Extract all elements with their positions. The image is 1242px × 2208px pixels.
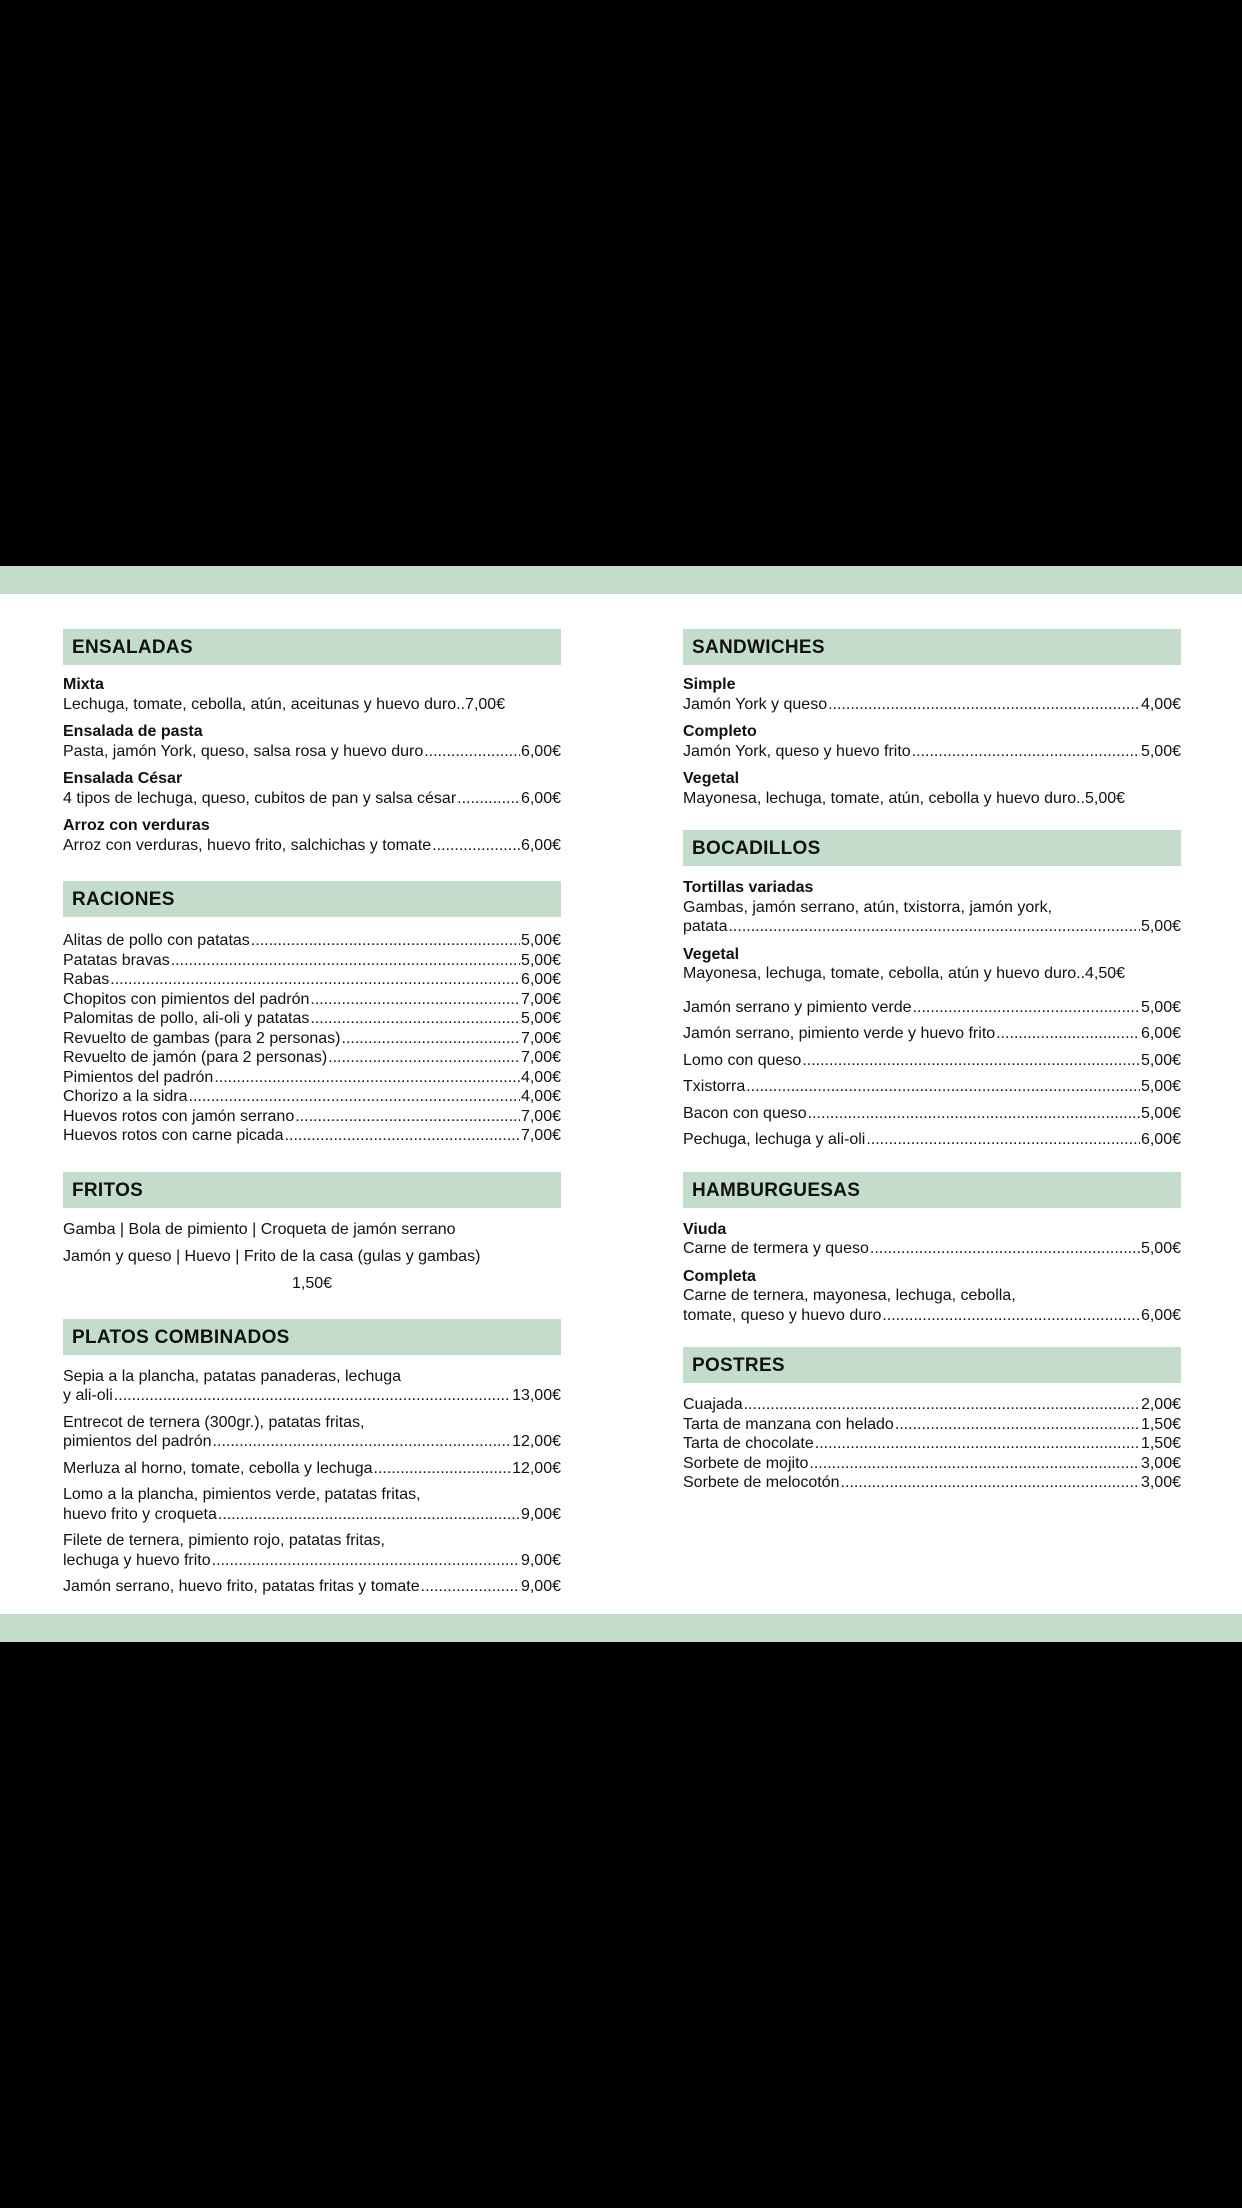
section-platos-combinados [63, 1319, 561, 1597]
item-desc: Sorbete de mojito [683, 1454, 809, 1472]
item-desc-line: Gambas, jamón serrano, atún, txistorra, jamón york, [683, 898, 1053, 916]
item-desc: Chopitos con pimientos del padrón [63, 990, 310, 1008]
dot-leader [802, 1051, 1140, 1071]
dot-leader [171, 951, 520, 971]
left-column [63, 629, 561, 1619]
item-price: 4,50€ [1085, 965, 1126, 982]
item-desc: Pimientos del padrón [63, 1068, 214, 1086]
item-price: 7,00€ [520, 1127, 561, 1144]
item-price: 6,00€ [520, 742, 561, 760]
menu-item [63, 1367, 561, 1406]
item-price: 7,00€ [520, 990, 561, 1008]
dot-leader [996, 1024, 1140, 1044]
dot-leader [251, 931, 520, 951]
item-desc: huevo frito y croqueta [63, 1505, 217, 1523]
section-bocadillos [683, 830, 1181, 1150]
item-price: 1,50€ [1140, 1415, 1181, 1433]
section-title: PLATOS COMBINADOS [63, 1319, 561, 1355]
item-price: 5,00€ [520, 951, 561, 969]
dot-leader [214, 1068, 520, 1088]
menu-item [683, 1077, 1181, 1097]
item-desc: Txistorra [683, 1078, 746, 1095]
menu-item [63, 1459, 561, 1479]
menu-item [683, 1434, 1181, 1454]
section-title: RACIONES [63, 881, 561, 917]
item-desc: Mayonesa, lechuga, tomate, atún, cebolla y huevo duro.. [683, 789, 1086, 807]
dot-leader [342, 1029, 520, 1049]
dot-leader [457, 789, 520, 809]
section-postres [683, 1347, 1181, 1493]
dot-leader [746, 1077, 1140, 1097]
dot-leader [295, 1107, 520, 1127]
item-name: Vegetal [683, 770, 740, 787]
menu-item [683, 1454, 1181, 1474]
item-desc: Jamón serrano, pimiento verde y huevo frito [683, 1025, 996, 1042]
menu-item [683, 1267, 1181, 1326]
item-price: 9,00€ [520, 1578, 561, 1595]
item-price: 7,00€ [520, 1029, 561, 1047]
menu-item [63, 970, 561, 990]
dot-leader [310, 1009, 520, 1029]
item-desc: Merluza al horno, tomate, cebolla y lechuga [63, 1459, 373, 1477]
dot-leader [110, 970, 520, 990]
menu-item [683, 878, 1181, 937]
dot-leader [882, 1306, 1140, 1326]
dot-leader [432, 836, 520, 856]
section-title: ENSALADAS [63, 629, 561, 665]
menu-item [683, 722, 1181, 761]
menu-item [63, 769, 561, 808]
menu-item [683, 1220, 1181, 1259]
item-desc: Jamón serrano, huevo frito, patatas fritas y tomate [63, 1578, 420, 1595]
item-desc: Revuelto de jamón (para 2 personas) [63, 1049, 328, 1066]
section-ensaladas [63, 629, 561, 855]
item-name: Mixta [63, 676, 104, 693]
item-price: 12,00€ [512, 1459, 561, 1477]
item-name: Simple [683, 676, 736, 693]
item-price: 7,00€ [520, 1049, 561, 1066]
item-price: 5,00€ [1140, 1078, 1181, 1095]
right-column [683, 629, 1181, 1515]
item-price: 2,00€ [1140, 1396, 1181, 1413]
dot-leader [728, 917, 1139, 937]
menu-item [63, 951, 561, 971]
dot-leader [212, 1551, 520, 1571]
menu-item [63, 1048, 561, 1068]
menu-item [63, 1413, 561, 1452]
dot-leader [374, 1459, 512, 1479]
dot-leader [285, 1126, 520, 1146]
item-price: 5,00€ [1140, 1104, 1181, 1122]
menu-item [63, 1107, 561, 1127]
menu-item [63, 1087, 561, 1107]
menu-item [63, 1485, 561, 1524]
menu-item [683, 945, 1181, 984]
dot-leader [213, 1432, 512, 1452]
item-name: Arroz con verduras [63, 817, 210, 834]
dot-leader [841, 1473, 1140, 1493]
menu-item [683, 1473, 1181, 1493]
item-price: 3,00€ [1140, 1474, 1181, 1491]
item-price: 4,00€ [520, 1088, 561, 1105]
item-price: 5,00€ [1140, 918, 1181, 935]
item-price: 5,00€ [1140, 998, 1181, 1016]
item-name: Tortillas variadas [683, 879, 814, 896]
section-title: HAMBURGUESAS [683, 1172, 1181, 1208]
dot-leader [815, 1434, 1140, 1454]
fritos-line: Jamón y queso | Huevo | Frito de la casa (gulas y gambas) [63, 1247, 481, 1265]
menu-item [683, 998, 1181, 1018]
item-desc: Rabas [63, 971, 110, 988]
menu-item [683, 1051, 1181, 1071]
menu-item [683, 1024, 1181, 1044]
item-desc: Palomitas de pollo, ali-oli y patatas [63, 1010, 310, 1027]
item-desc: lechuga y huevo frito [63, 1551, 211, 1569]
item-price: 6,00€ [1140, 1306, 1181, 1324]
section-title: SANDWICHES [683, 629, 1181, 665]
item-price: 5,00€ [1140, 1051, 1181, 1069]
dot-leader [808, 1104, 1140, 1124]
item-desc: Jamón York, queso y huevo frito [683, 742, 911, 760]
item-desc: Bacon con queso [683, 1104, 807, 1122]
item-price: 1,50€ [1140, 1435, 1181, 1452]
item-price: 5,00€ [520, 1010, 561, 1027]
dot-leader [912, 742, 1140, 762]
dot-leader [421, 1577, 520, 1597]
menu-item [63, 1009, 561, 1029]
dot-leader [310, 990, 520, 1010]
item-desc: Huevos rotos con carne picada [63, 1127, 284, 1144]
menu-item [63, 1068, 561, 1088]
item-name: Completa [683, 1267, 756, 1285]
item-price: 9,00€ [520, 1505, 561, 1523]
section-hamburguesas [683, 1172, 1181, 1326]
item-desc: Huevos rotos con jamón serrano [63, 1107, 295, 1125]
item-desc-line: Carne de ternera, mayonesa, lechuga, cebolla, [683, 1287, 1016, 1304]
menu-item [63, 990, 561, 1010]
dot-leader [218, 1505, 520, 1525]
item-desc: Jamón York y queso [683, 695, 828, 713]
menu-item [683, 769, 1181, 808]
item-desc: Pechuga, lechuga y ali-oli [683, 1131, 866, 1148]
item-name: Ensalada de pasta [63, 723, 203, 740]
item-price: 6,00€ [1140, 1131, 1181, 1148]
item-desc: Revuelto de gambas (para 2 personas) [63, 1029, 341, 1047]
item-desc-line: Lomo a la plancha, pimientos verde, patatas fritas, [63, 1486, 421, 1503]
menu-item [683, 675, 1181, 714]
item-desc: Alitas de pollo con patatas [63, 932, 250, 949]
item-desc: tomate, queso y huevo duro [683, 1306, 882, 1324]
item-desc: Pasta, jamón York, queso, salsa rosa y huevo duro [63, 742, 424, 760]
item-desc: Carne de termera y queso [683, 1240, 869, 1257]
item-desc: Mayonesa, lechuga, tomate, cebolla, atún y huevo duro.. [683, 965, 1086, 982]
item-price: 5,00€ [1085, 789, 1126, 807]
menu-item [683, 1130, 1181, 1150]
item-name: Completo [683, 723, 757, 740]
dot-leader [828, 695, 1140, 715]
item-desc: Cuajada [683, 1396, 743, 1413]
fritos-price: 1,50€ [291, 1274, 333, 1292]
bottom-accent-band [0, 1614, 1242, 1642]
fritos-line: Gamba | Bola de pimiento | Croqueta de jamón serrano [63, 1220, 456, 1238]
dot-leader [809, 1454, 1140, 1474]
item-desc-line: Entrecot de ternera (300gr.), patatas fritas, [63, 1413, 365, 1431]
dot-leader [870, 1239, 1140, 1259]
section-raciones [63, 881, 561, 1146]
item-name: Ensalada César [63, 770, 183, 787]
dot-leader [114, 1386, 511, 1406]
menu-item [683, 1104, 1181, 1124]
section-sandwiches [683, 629, 1181, 808]
menu-item [683, 1415, 1181, 1435]
dot-leader [913, 998, 1140, 1018]
section-title: BOCADILLOS [683, 830, 1181, 866]
item-price: 7,00€ [465, 695, 506, 713]
item-price: 13,00€ [512, 1387, 561, 1404]
item-price: 3,00€ [1140, 1454, 1181, 1472]
item-desc: Arroz con verduras, huevo frito, salchichas y tomate [63, 836, 432, 854]
menu-item [63, 1029, 561, 1049]
item-desc: Sorbete de melocotón [683, 1474, 840, 1491]
item-desc: Lomo con queso [683, 1051, 802, 1069]
menu-page [0, 594, 1242, 1614]
item-desc: y ali-oli [63, 1387, 113, 1404]
menu-item [63, 722, 561, 761]
item-desc: 4 tipos de lechuga, queso, cubitos de pan y salsa césar [63, 789, 457, 807]
item-desc: Chorizo a la sidra [63, 1088, 188, 1105]
menu-item [63, 1126, 561, 1146]
item-desc: Jamón serrano y pimiento verde [683, 998, 912, 1016]
item-name: Vegetal [683, 945, 740, 963]
item-desc: Patatas bravas [63, 951, 170, 969]
item-price: 6,00€ [520, 836, 561, 854]
item-desc: patata [683, 918, 728, 935]
item-price: 5,00€ [1140, 1240, 1181, 1257]
item-price: 4,00€ [520, 1068, 561, 1086]
dot-leader [866, 1130, 1140, 1150]
dot-leader [744, 1395, 1140, 1415]
item-price: 9,00€ [520, 1551, 561, 1569]
section-title: POSTRES [683, 1347, 1181, 1383]
item-desc-line: Sepia a la plancha, patatas panaderas, lechuga [63, 1367, 402, 1385]
menu-item [63, 675, 561, 714]
item-price: 12,00€ [512, 1433, 561, 1450]
item-desc-line: Filete de ternera, pimiento rojo, patatas fritas, [63, 1532, 385, 1549]
section-title: FRITOS [63, 1172, 561, 1208]
dot-leader [895, 1415, 1140, 1435]
item-price: 6,00€ [520, 971, 561, 988]
top-accent-band [0, 566, 1242, 594]
menu-item [683, 1395, 1181, 1415]
menu-item [63, 931, 561, 951]
item-price: 5,00€ [1140, 742, 1181, 760]
item-price: 6,00€ [1140, 1025, 1181, 1042]
item-desc: Tarta de manzana con helado [683, 1415, 894, 1433]
item-desc: Lechuga, tomate, cebolla, atún, aceitunas y huevo duro.. [63, 695, 466, 713]
item-price: 4,00€ [1140, 695, 1181, 713]
item-desc: Tarta de chocolate [683, 1435, 814, 1452]
section-fritos [63, 1172, 561, 1297]
item-price: 6,00€ [520, 789, 561, 807]
dot-leader [424, 742, 520, 762]
menu-item [63, 816, 561, 855]
dot-leader [328, 1048, 520, 1068]
item-name: Viuda [683, 1220, 727, 1238]
item-desc: pimientos del padrón [63, 1433, 212, 1450]
menu-item [63, 1531, 561, 1570]
dot-leader [189, 1087, 520, 1107]
item-price: 7,00€ [520, 1107, 561, 1125]
menu-item [63, 1577, 561, 1597]
item-price: 5,00€ [520, 932, 561, 949]
